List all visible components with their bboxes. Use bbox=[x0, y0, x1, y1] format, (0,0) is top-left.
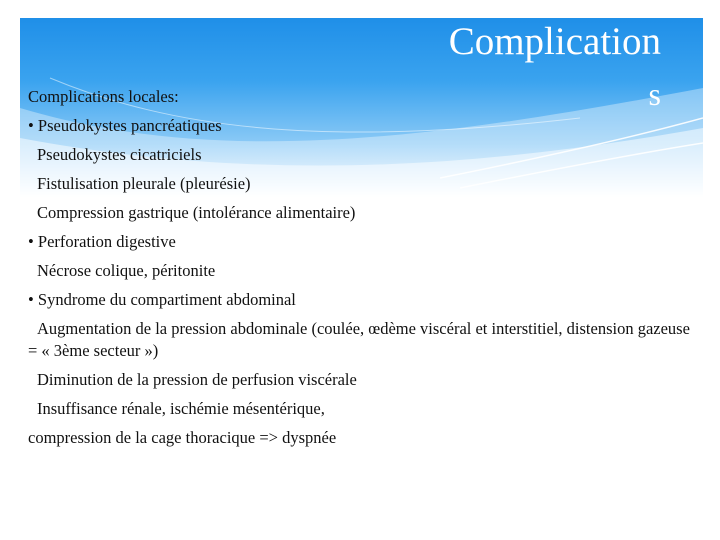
sub-item-wrapped bbox=[28, 314, 698, 365]
slide-body bbox=[28, 82, 698, 452]
bullet-item: • Pseudokystes pancréatiques bbox=[28, 116, 222, 135]
sub-item: Compression gastrique (intolérance alimentaire) bbox=[37, 203, 356, 222]
bullet-item: • Syndrome du compartiment abdominal bbox=[28, 290, 296, 309]
bullet-item: • Perforation digestive bbox=[28, 232, 176, 251]
sub-item-text: Augmentation de la pression abdominale (coulée, œdème viscéral et interstitiel, distension gazeuse = « 3ème secteur ») bbox=[28, 319, 690, 360]
slide-title: Complication bbox=[448, 20, 661, 63]
sub-item: Pseudokystes cicatriciels bbox=[37, 145, 202, 164]
continuation-line: compression de la cage thoracique => dyspnée bbox=[28, 428, 337, 447]
sub-item: Fistulisation pleurale (pleurésie) bbox=[37, 174, 251, 193]
sub-item: Insuffisance rénale, ischémie mésentérique, bbox=[37, 399, 325, 418]
sub-item: Diminution de la pression de perfusion viscérale bbox=[37, 370, 357, 389]
slide-title-continuation: s bbox=[648, 76, 661, 112]
section-heading: Complications locales: bbox=[28, 87, 179, 106]
sub-item: Nécrose colique, péritonite bbox=[37, 261, 216, 280]
